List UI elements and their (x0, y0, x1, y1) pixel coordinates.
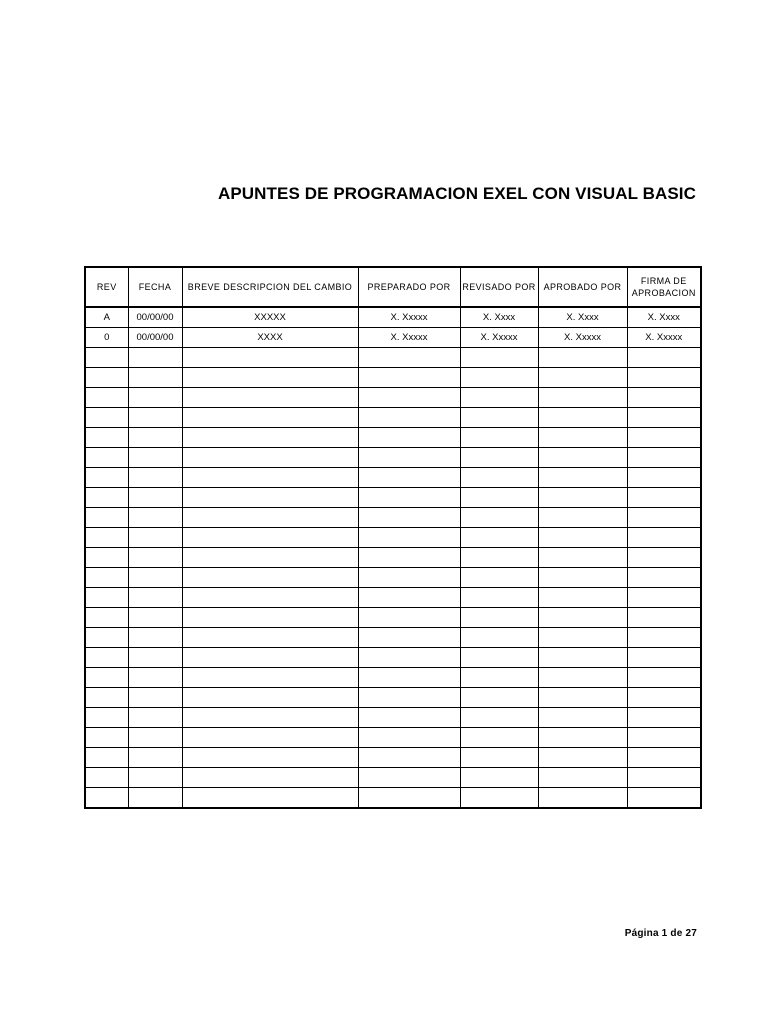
empty-cell (358, 348, 460, 368)
empty-cell (358, 428, 460, 448)
empty-cell (182, 688, 358, 708)
empty-cell (182, 708, 358, 728)
empty-cell (128, 368, 182, 388)
empty-cell (85, 408, 128, 428)
empty-cell (538, 628, 627, 648)
empty-table-row (85, 728, 701, 748)
empty-cell (128, 588, 182, 608)
empty-cell (627, 748, 701, 768)
empty-cell (182, 388, 358, 408)
empty-cell (128, 428, 182, 448)
empty-cell (182, 468, 358, 488)
cell-aprobado-por: X. Xxxxx (538, 328, 627, 348)
empty-cell (358, 448, 460, 468)
cell-firma-aprobacion: X. Xxxxx (627, 328, 701, 348)
empty-cell (182, 448, 358, 468)
empty-cell (85, 728, 128, 748)
empty-cell (460, 768, 538, 788)
empty-cell (85, 388, 128, 408)
empty-cell (85, 628, 128, 648)
empty-cell (538, 508, 627, 528)
empty-table-row (85, 548, 701, 568)
empty-cell (358, 708, 460, 728)
empty-cell (460, 368, 538, 388)
empty-cell (538, 528, 627, 548)
empty-cell (627, 588, 701, 608)
empty-cell (460, 588, 538, 608)
empty-cell (627, 608, 701, 628)
empty-cell (128, 548, 182, 568)
empty-cell (460, 568, 538, 588)
empty-cell (627, 728, 701, 748)
empty-cell (85, 448, 128, 468)
empty-table-row (85, 688, 701, 708)
empty-cell (128, 388, 182, 408)
empty-table-row (85, 368, 701, 388)
empty-cell (358, 508, 460, 528)
revision-table (84, 266, 702, 809)
empty-cell (538, 408, 627, 428)
empty-cell (358, 548, 460, 568)
cell-fecha: 00/00/00 (128, 328, 182, 348)
empty-cell (85, 368, 128, 388)
table-header-row (85, 267, 701, 307)
empty-cell (85, 568, 128, 588)
cell-fecha: 00/00/00 (128, 307, 182, 328)
empty-cell (128, 568, 182, 588)
empty-cell (460, 388, 538, 408)
empty-table-row (85, 628, 701, 648)
empty-cell (538, 688, 627, 708)
empty-cell (128, 688, 182, 708)
empty-cell (538, 428, 627, 448)
empty-cell (85, 688, 128, 708)
empty-cell (358, 368, 460, 388)
empty-cell (358, 588, 460, 608)
header-revisado-por: REVISADO POR (460, 267, 538, 307)
empty-cell (85, 788, 128, 809)
empty-table-row (85, 788, 701, 809)
cell-rev: 0 (85, 328, 128, 348)
table-row (85, 328, 701, 348)
empty-cell (128, 648, 182, 668)
empty-cell (182, 348, 358, 368)
empty-cell (538, 468, 627, 488)
cell-preparado-por: X. Xxxxx (358, 328, 460, 348)
empty-cell (538, 768, 627, 788)
page-number: Página 1 de 27 (624, 928, 697, 939)
empty-cell (182, 568, 358, 588)
empty-cell (627, 508, 701, 528)
empty-cell (358, 408, 460, 428)
empty-cell (128, 788, 182, 809)
empty-cell (460, 608, 538, 628)
empty-cell (128, 468, 182, 488)
empty-cell (460, 748, 538, 768)
empty-cell (460, 708, 538, 728)
header-aprobado-por: APROBADO POR (538, 267, 627, 307)
empty-cell (182, 588, 358, 608)
empty-cell (460, 728, 538, 748)
header-descripcion: BREVE DESCRIPCION DEL CAMBIO (182, 267, 358, 307)
empty-cell (358, 608, 460, 628)
empty-cell (627, 788, 701, 809)
empty-cell (182, 728, 358, 748)
empty-cell (538, 608, 627, 628)
empty-cell (627, 548, 701, 568)
empty-cell (358, 568, 460, 588)
empty-cell (182, 548, 358, 568)
empty-cell (358, 688, 460, 708)
empty-cell (627, 348, 701, 368)
empty-cell (128, 508, 182, 528)
empty-table-row (85, 648, 701, 668)
empty-table-row (85, 668, 701, 688)
empty-cell (85, 468, 128, 488)
empty-cell (627, 448, 701, 468)
empty-cell (538, 568, 627, 588)
empty-cell (460, 508, 538, 528)
empty-cell (358, 668, 460, 688)
empty-table-row (85, 428, 701, 448)
empty-cell (460, 648, 538, 668)
empty-table-row (85, 508, 701, 528)
empty-cell (85, 588, 128, 608)
empty-cell (128, 408, 182, 428)
empty-cell (460, 488, 538, 508)
empty-cell (128, 668, 182, 688)
empty-cell (538, 368, 627, 388)
empty-cell (85, 348, 128, 368)
header-preparado-por: PREPARADO POR (358, 267, 460, 307)
empty-cell (85, 768, 128, 788)
empty-cell (182, 608, 358, 628)
empty-cell (128, 488, 182, 508)
cell-rev: A (85, 307, 128, 328)
empty-cell (538, 748, 627, 768)
empty-table-row (85, 608, 701, 628)
empty-cell (460, 548, 538, 568)
empty-table-row (85, 468, 701, 488)
empty-cell (182, 488, 358, 508)
empty-cell (627, 488, 701, 508)
empty-cell (182, 648, 358, 668)
empty-cell (85, 528, 128, 548)
empty-cell (128, 728, 182, 748)
empty-cell (460, 628, 538, 648)
empty-cell (128, 628, 182, 648)
empty-cell (85, 508, 128, 528)
empty-cell (128, 708, 182, 728)
empty-cell (182, 508, 358, 528)
header-rev: REV (85, 267, 128, 307)
page-title: APUNTES DE PROGRAMACION EXEL CON VISUAL BASIC (217, 184, 696, 203)
empty-cell (627, 408, 701, 428)
empty-cell (460, 688, 538, 708)
empty-cell (182, 668, 358, 688)
empty-cell (128, 528, 182, 548)
empty-cell (358, 628, 460, 648)
empty-cell (128, 768, 182, 788)
empty-cell (358, 468, 460, 488)
empty-table-row (85, 388, 701, 408)
empty-cell (538, 708, 627, 728)
cell-revisado-por: X. Xxxxx (460, 328, 538, 348)
empty-cell (460, 468, 538, 488)
empty-cell (538, 448, 627, 468)
empty-cell (538, 728, 627, 748)
empty-cell (538, 648, 627, 668)
empty-cell (358, 648, 460, 668)
empty-cell (538, 588, 627, 608)
cell-preparado-por: X. Xxxxx (358, 307, 460, 328)
empty-cell (358, 388, 460, 408)
empty-cell (358, 788, 460, 809)
empty-cell (358, 768, 460, 788)
empty-cell (627, 768, 701, 788)
empty-cell (538, 788, 627, 809)
empty-cell (182, 628, 358, 648)
empty-cell (460, 668, 538, 688)
empty-cell (627, 568, 701, 588)
empty-cell (182, 528, 358, 548)
empty-cell (182, 428, 358, 448)
empty-cell (460, 408, 538, 428)
empty-cell (358, 488, 460, 508)
empty-table-row (85, 588, 701, 608)
cell-firma-aprobacion: X. Xxxx (627, 307, 701, 328)
empty-cell (627, 628, 701, 648)
empty-cell (538, 348, 627, 368)
empty-cell (460, 528, 538, 548)
cell-descripcion: XXXX (182, 328, 358, 348)
empty-cell (460, 788, 538, 809)
empty-cell (627, 368, 701, 388)
empty-table-row (85, 768, 701, 788)
table-row (85, 307, 701, 328)
empty-cell (182, 368, 358, 388)
empty-cell (85, 488, 128, 508)
empty-cell (85, 668, 128, 688)
empty-cell (85, 608, 128, 628)
header-firma-aprobacion: FIRMA DE APROBACION (627, 267, 701, 307)
empty-cell (538, 548, 627, 568)
empty-cell (128, 448, 182, 468)
empty-cell (85, 428, 128, 448)
empty-cell (182, 768, 358, 788)
empty-table-row (85, 448, 701, 468)
empty-table-row (85, 748, 701, 768)
cell-descripcion: XXXXX (182, 307, 358, 328)
empty-cell (128, 748, 182, 768)
empty-cell (85, 648, 128, 668)
empty-cell (627, 648, 701, 668)
empty-cell (358, 728, 460, 748)
empty-table-row (85, 488, 701, 508)
empty-cell (538, 388, 627, 408)
empty-cell (627, 388, 701, 408)
empty-cell (358, 528, 460, 548)
empty-cell (627, 428, 701, 448)
empty-cell (85, 548, 128, 568)
empty-cell (627, 668, 701, 688)
empty-cell (538, 488, 627, 508)
empty-cell (182, 748, 358, 768)
empty-cell (85, 748, 128, 768)
empty-cell (460, 428, 538, 448)
cell-aprobado-por: X. Xxxx (538, 307, 627, 328)
empty-table-row (85, 348, 701, 368)
empty-table-row (85, 708, 701, 728)
empty-table-row (85, 568, 701, 588)
empty-table-row (85, 408, 701, 428)
empty-cell (627, 528, 701, 548)
empty-cell (627, 708, 701, 728)
empty-cell (627, 468, 701, 488)
empty-cell (627, 688, 701, 708)
empty-cell (128, 608, 182, 628)
empty-cell (460, 448, 538, 468)
empty-cell (182, 408, 358, 428)
empty-cell (460, 348, 538, 368)
empty-cell (358, 748, 460, 768)
cell-revisado-por: X. Xxxx (460, 307, 538, 328)
empty-cell (128, 348, 182, 368)
empty-cell (182, 788, 358, 809)
header-fecha: FECHA (128, 267, 182, 307)
empty-table-row (85, 528, 701, 548)
empty-cell (538, 668, 627, 688)
empty-cell (85, 708, 128, 728)
